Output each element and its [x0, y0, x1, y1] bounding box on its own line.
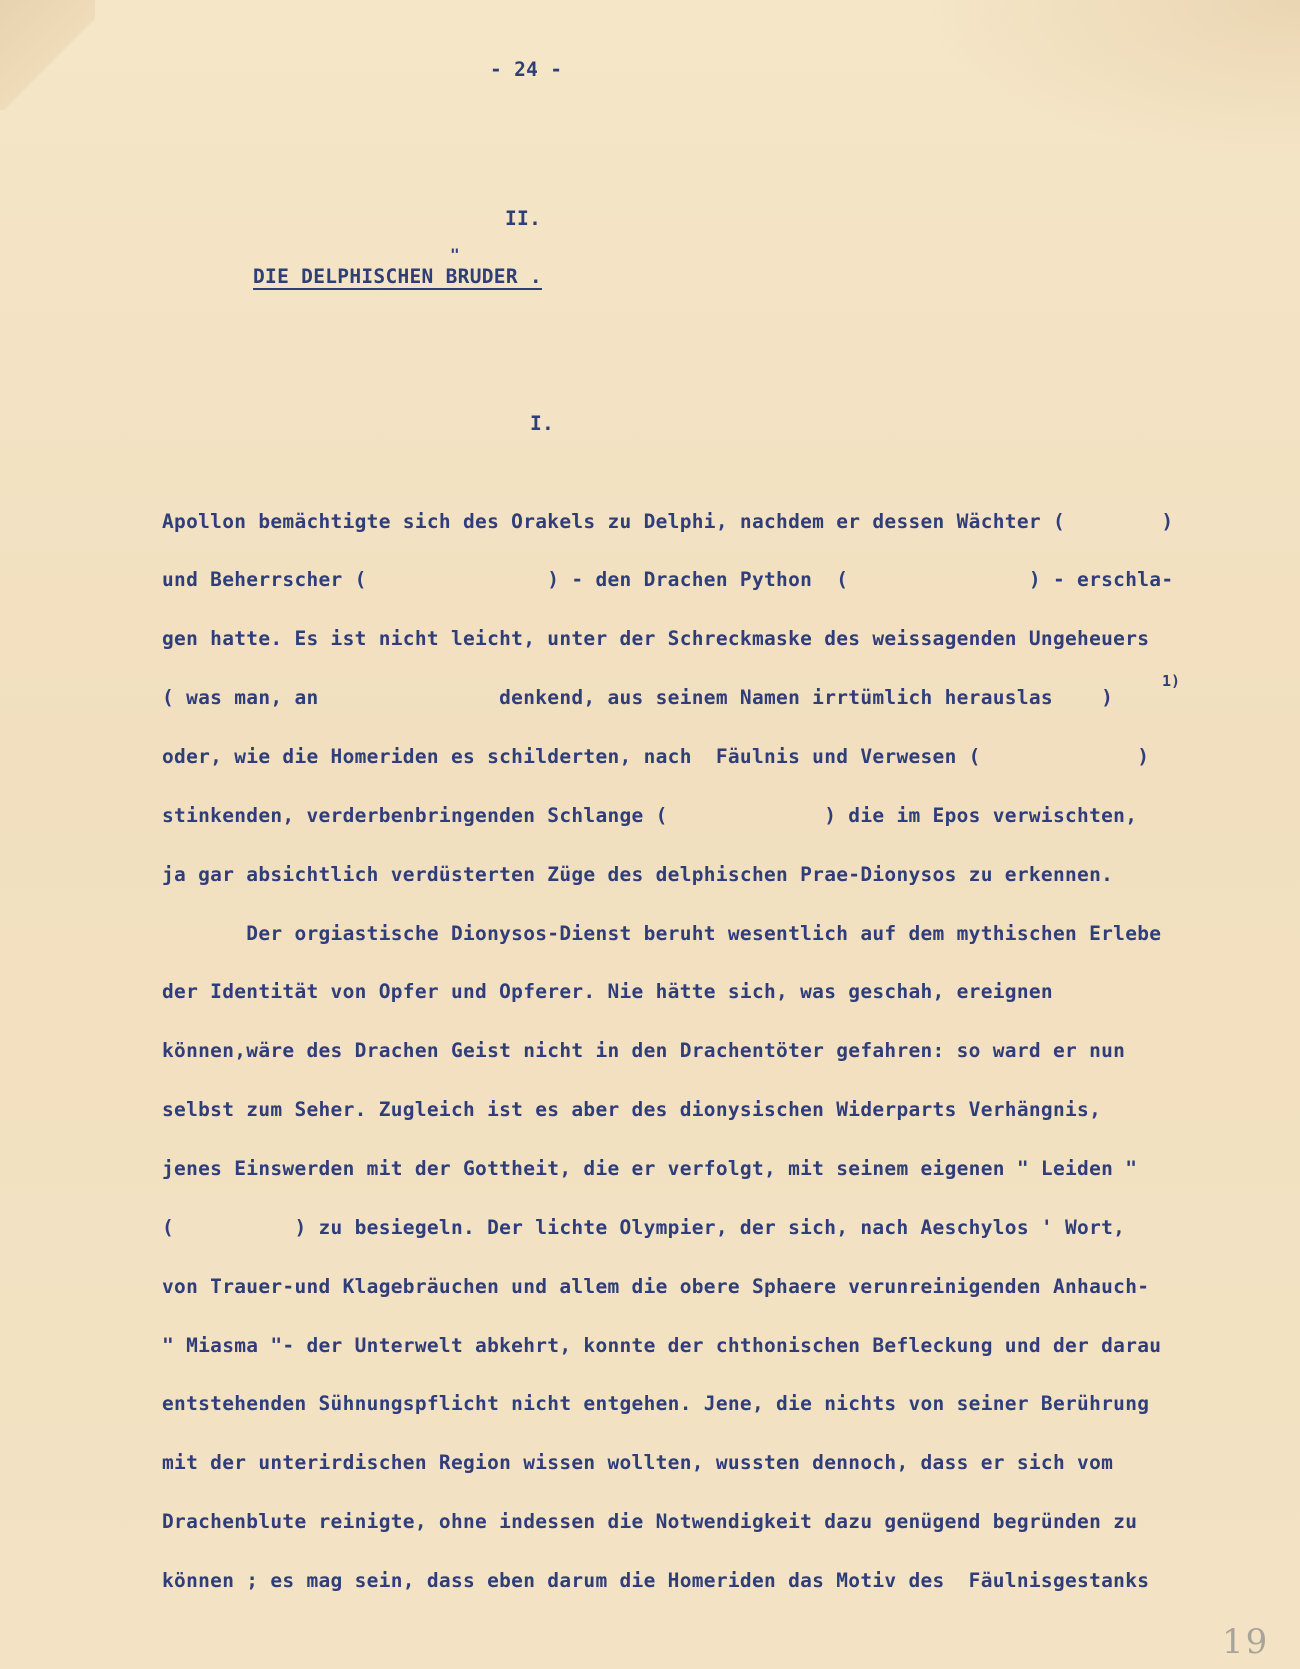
chapter-numeral: II.: [505, 207, 542, 230]
text-line: selbst zum Seher. Zugleich ist es aber des dionysischen Widerparts Verhängnis,: [162, 1098, 1102, 1121]
text-line: ja gar absichtlich verdüsterten Züge des delphischen Prae-Dionysos zu erkennen.: [162, 863, 1114, 886]
text-line: mit der unterirdischen Region wissen wollten, wussten dennoch, dass er sich vom: [162, 1451, 1114, 1474]
text-line: entstehenden Sühnungspflicht nicht entgehen. Jene, die nichts von seiner Berührung: [162, 1392, 1150, 1415]
text-line: stinkenden, verderbenbringenden Schlange ( ) die im Epos verwischten,: [162, 804, 1138, 827]
text-line: jenes Einswerden mit der Gottheit, die er verfolgt, mit seinem eigenen " Leiden ": [162, 1157, 1138, 1180]
text-line: oder, wie die Homeriden es schilderten, nach Fäulnis und Verwesen ( ): [162, 745, 1150, 768]
text-line: können ; es mag sein, dass eben darum die Homeriden das Motiv des Fäulnisgestanks: [162, 1569, 1150, 1592]
folio-number: 19: [1222, 1622, 1270, 1662]
footnote-marker: 1): [1162, 672, 1181, 690]
text-line: und Beherrscher ( ) - den Drachen Python ( ) - erschla-: [162, 568, 1174, 591]
text-line: ( was man, an denkend, aus seinem Namen irrtümlich herauslas ): [162, 686, 1114, 709]
section-numeral: I.: [530, 412, 555, 435]
text-line: " Miasma "- der Unterwelt abkehrt, konnte der chthonischen Befleckung und der darau: [162, 1334, 1162, 1357]
umlaut-mark: ": [450, 245, 460, 264]
text-line: ( ) zu besiegeln. Der lichte Olympier, der sich, nach Aeschylos ' Wort,: [162, 1216, 1126, 1239]
text-line: der Identität von Opfer und Opferer. Nie hätte sich, was geschah, ereignen: [162, 980, 1053, 1003]
text-line: können,wäre des Drachen Geist nicht in den Drachentöter gefahren: so ward er nun: [162, 1039, 1126, 1062]
text-line: Drachenblute reinigte, ohne indessen die Notwendigkeit dazu genügend begründen zu: [162, 1510, 1138, 1533]
chapter-title: DIE DELPHISCHEN BRUDER .: [253, 265, 542, 288]
text-line: Der orgiastische Dionysos-Dienst beruht wesentlich auf dem mythischen Erlebe: [162, 922, 1162, 945]
text-line: gen hatte. Es ist nicht leicht, unter der Schreckmaske des weissagenden Ungeheuers: [162, 627, 1150, 650]
text-line: Apollon bemächtigte sich des Orakels zu Delphi, nachdem er dessen Wächter ( ): [162, 510, 1174, 533]
page-number: - 24 -: [490, 58, 563, 81]
text-line: von Trauer-und Klagebräuchen und allem die obere Sphaere verunreinigenden Anhauch-: [162, 1275, 1150, 1298]
